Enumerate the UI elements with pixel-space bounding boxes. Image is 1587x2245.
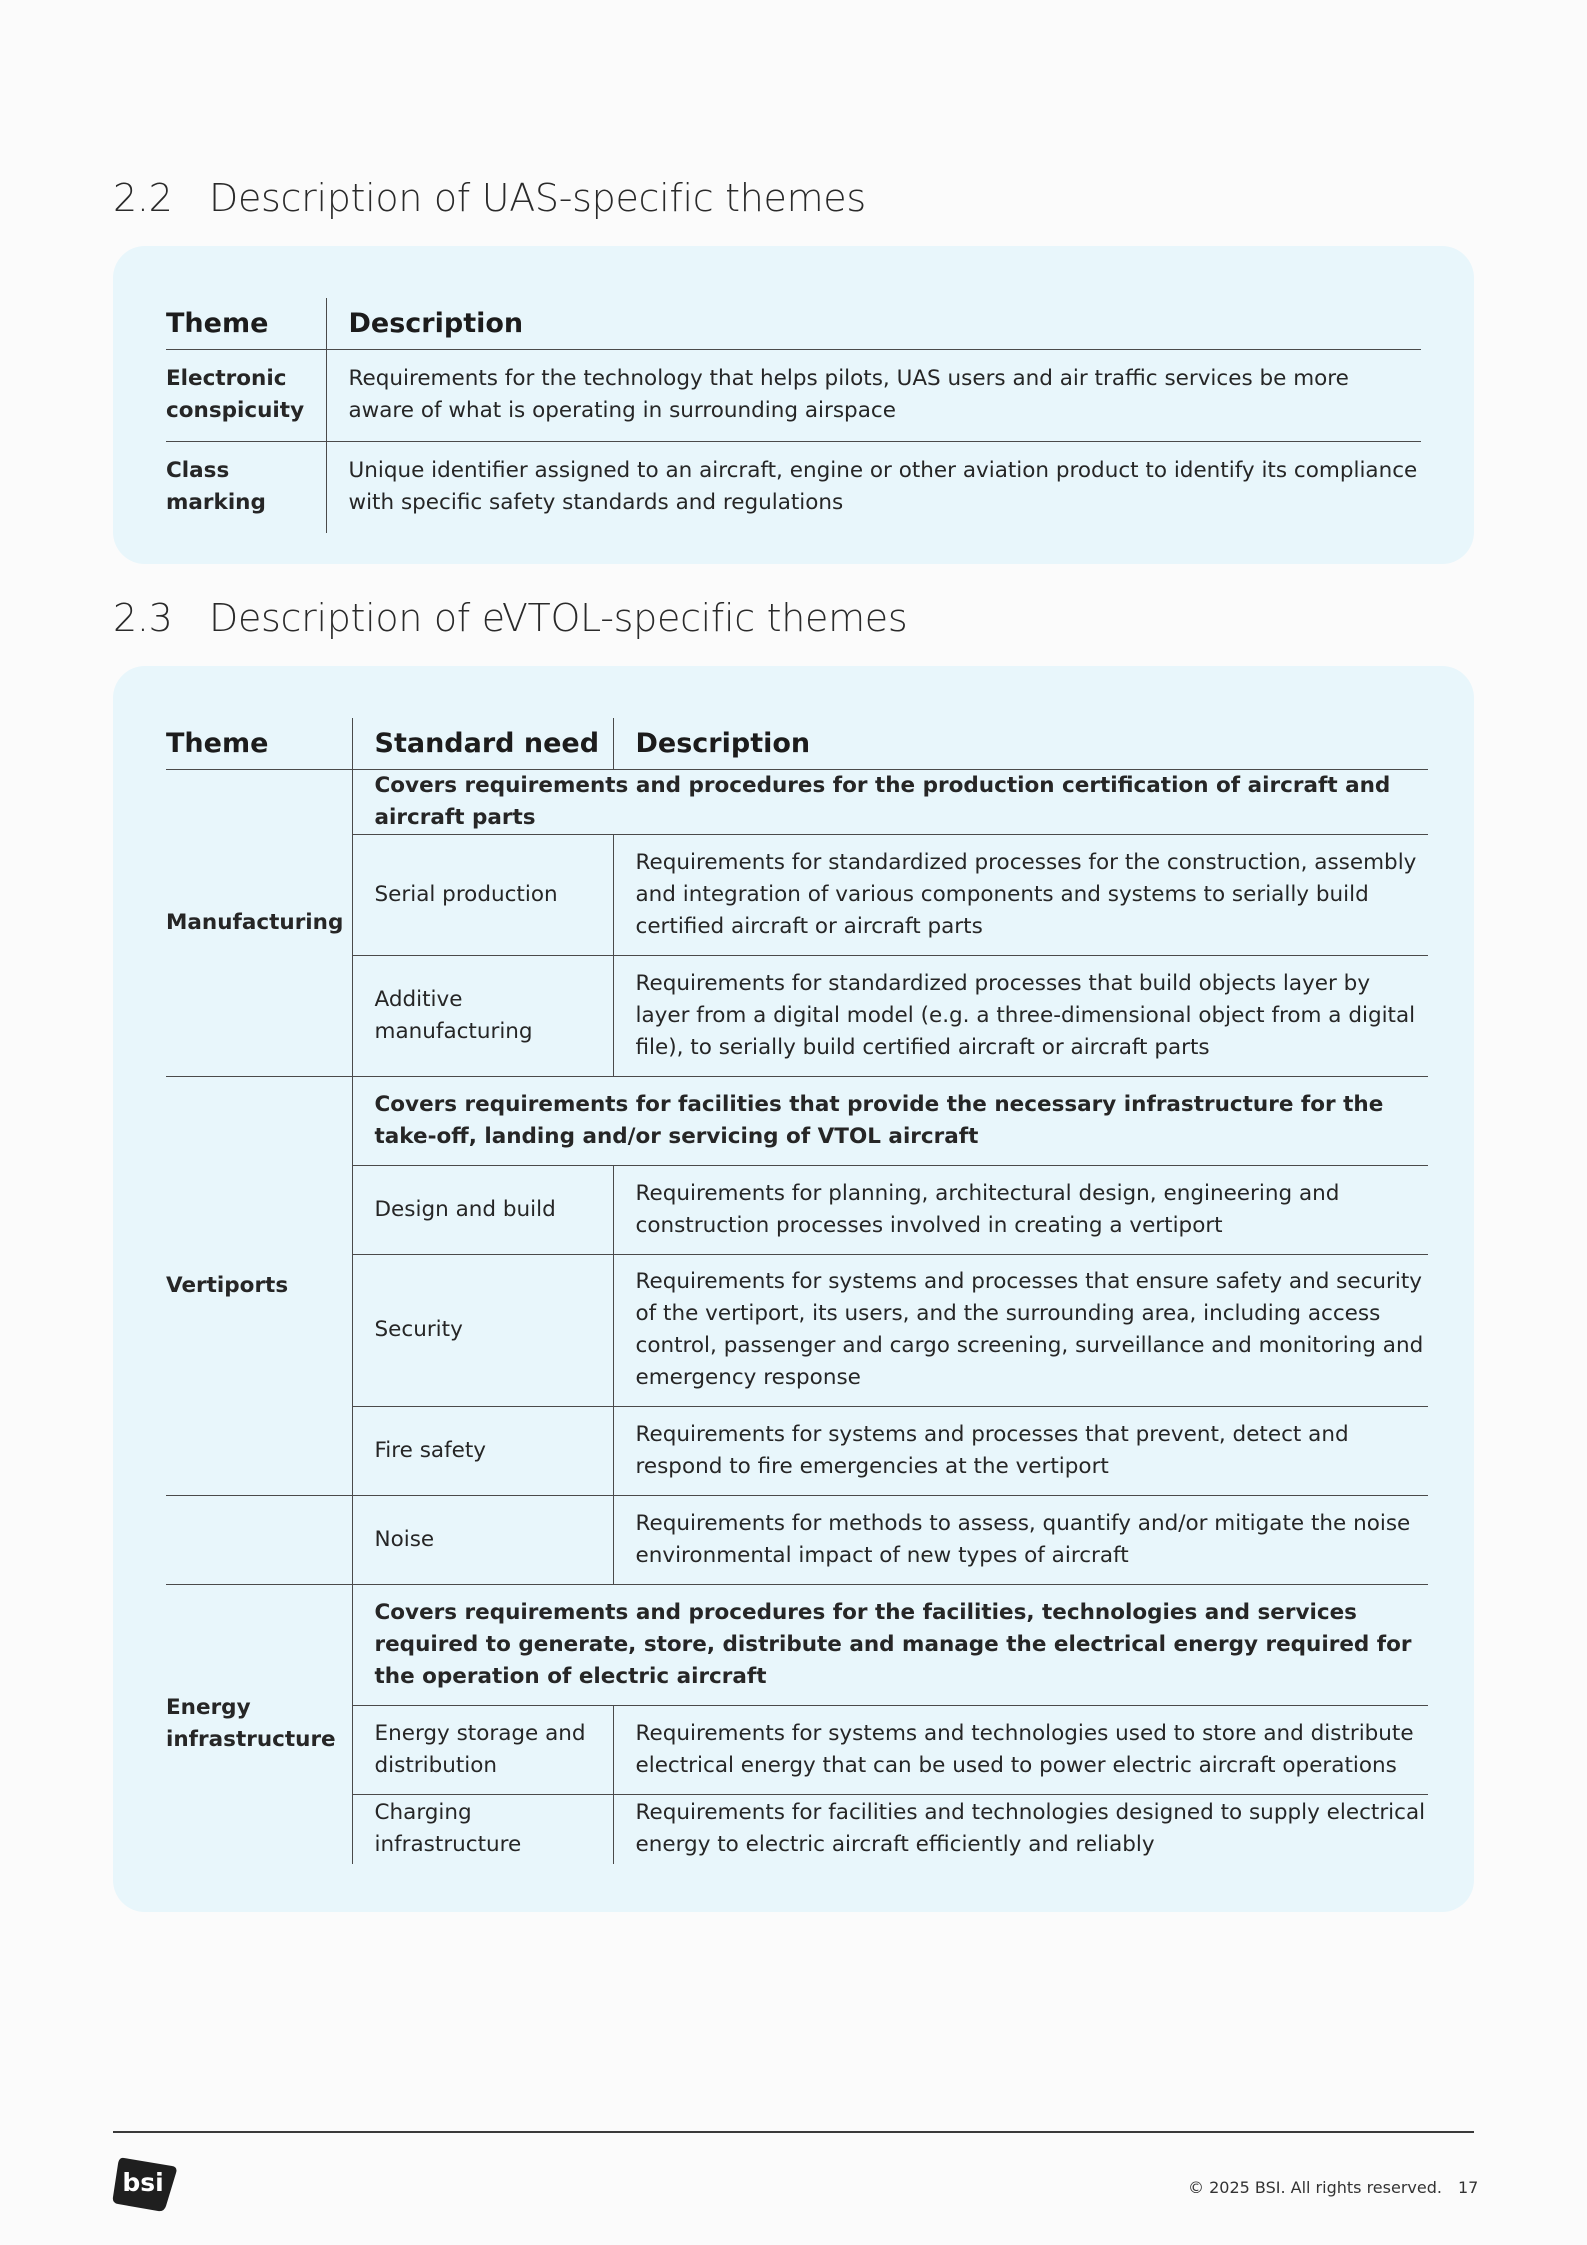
description-cell: Requirements for systems and technologies used to store and distribute electrical energy that can be used to power electric aircraft operations xyxy=(613,1705,1428,1794)
column-header-theme: Theme xyxy=(166,298,326,349)
evtol-themes-table xyxy=(166,718,1428,1864)
footer-divider xyxy=(113,2131,1474,2133)
standard-need-cell: Charging infrastructure xyxy=(352,1794,613,1864)
standard-need-cell: Serial production xyxy=(352,834,613,955)
copyright-notice: © 2025 BSI. All rights reserved. xyxy=(1188,2178,1442,2197)
table-row xyxy=(166,1254,1428,1406)
description-cell: Requirements for systems and processes that ensure safety and security of the vertiport, its users, and the surrounding area, including access control, passenger and cargo screening, surveillance and monitoring and emergency response xyxy=(613,1254,1428,1406)
column-header-description: Description xyxy=(613,718,1428,769)
section-title: Description of UAS-specific themes xyxy=(209,176,866,220)
description-cell: Requirements for methods to assess, quantify and/or mitigate the noise environmental impact of new types of aircraft xyxy=(613,1495,1428,1584)
column-header-theme: Theme xyxy=(166,718,352,769)
page-number: 17 xyxy=(1458,2178,1479,2197)
section-number: 2.3 xyxy=(113,596,173,640)
theme-cell: Class marking xyxy=(166,458,266,516)
description-cell: Requirements for facilities and technologies designed to supply electrical energy to electric aircraft efficiently and reliably xyxy=(613,1794,1428,1864)
standard-need-cell: Noise xyxy=(352,1495,613,1584)
table-row xyxy=(166,1076,1428,1165)
section-heading-uas xyxy=(113,176,866,220)
table-row xyxy=(166,1794,1428,1864)
description-cell: Requirements for standardized processes for the construction, assembly and integration of various components and systems to serially build certified aircraft or aircraft parts xyxy=(613,834,1428,955)
section-heading-evtol xyxy=(113,596,907,640)
standard-need-cell: Energy storage and distribution xyxy=(352,1705,613,1794)
theme-cell: Energy infrastructure xyxy=(166,1695,336,1753)
theme-cell: Manufacturing xyxy=(166,769,352,1076)
table-row xyxy=(166,441,1421,533)
theme-cell: Vertiports xyxy=(166,1076,352,1495)
section-number: 2.2 xyxy=(113,176,173,220)
section-title: Description of eVTOL-specific themes xyxy=(209,596,908,640)
uas-themes-panel xyxy=(113,246,1474,564)
table-row xyxy=(166,349,1421,441)
table-row xyxy=(166,1406,1428,1495)
column-header-standard-need: Standard need xyxy=(352,718,613,769)
theme-cover-cell: Covers requirements for facilities that provide the necessary infrastructure for the take-off, landing and/or servicing of VTOL aircraft xyxy=(352,1076,1428,1165)
table-row xyxy=(166,1165,1428,1254)
evtol-themes-panel xyxy=(113,666,1474,1912)
theme-cover-cell: Covers requirements and procedures for the production certification of aircraft and aircraft parts xyxy=(352,769,1428,834)
theme-cell-empty xyxy=(166,1495,352,1584)
standard-need-cell: Design and build xyxy=(352,1165,613,1254)
table-row xyxy=(166,1584,1428,1705)
standard-need-cell: Additive manufacturing xyxy=(352,955,613,1076)
description-cell: Unique identifier assigned to an aircraft, engine or other aviation product to identify its compliance with specific safety standards and regulations xyxy=(326,441,1421,533)
theme-cell: Electronic conspicuity xyxy=(166,349,326,441)
description-cell: Requirements for standardized processes that build objects layer by layer from a digital model (e.g. a three-dimensional object from a digital file), to serially build certified aircraft or aircraft parts xyxy=(613,955,1428,1076)
table-row xyxy=(166,1705,1428,1794)
table-row xyxy=(166,955,1428,1076)
table-row xyxy=(166,769,1428,834)
column-header-description: Description xyxy=(326,298,1421,349)
description-cell: Requirements for planning, architectural design, engineering and construction processes involved in creating a vertiport xyxy=(613,1165,1428,1254)
theme-cover-cell: Covers requirements and procedures for the facilities, technologies and services required to generate, store, distribute and manage the electrical energy required for the operation of electric aircraft xyxy=(352,1584,1428,1705)
standard-need-cell: Security xyxy=(352,1254,613,1406)
bsi-logo-icon xyxy=(110,2152,180,2216)
description-cell: Requirements for systems and processes that prevent, detect and respond to fire emergencies at the vertiport xyxy=(613,1406,1428,1495)
uas-themes-table xyxy=(166,298,1421,533)
description-cell: Requirements for the technology that helps pilots, UAS users and air traffic services be more aware of what is operating in surrounding airspace xyxy=(326,349,1421,441)
table-row xyxy=(166,1495,1428,1584)
standard-need-cell: Fire safety xyxy=(352,1406,613,1495)
table-row xyxy=(166,834,1428,955)
logo-text: bsi xyxy=(122,2168,164,2197)
